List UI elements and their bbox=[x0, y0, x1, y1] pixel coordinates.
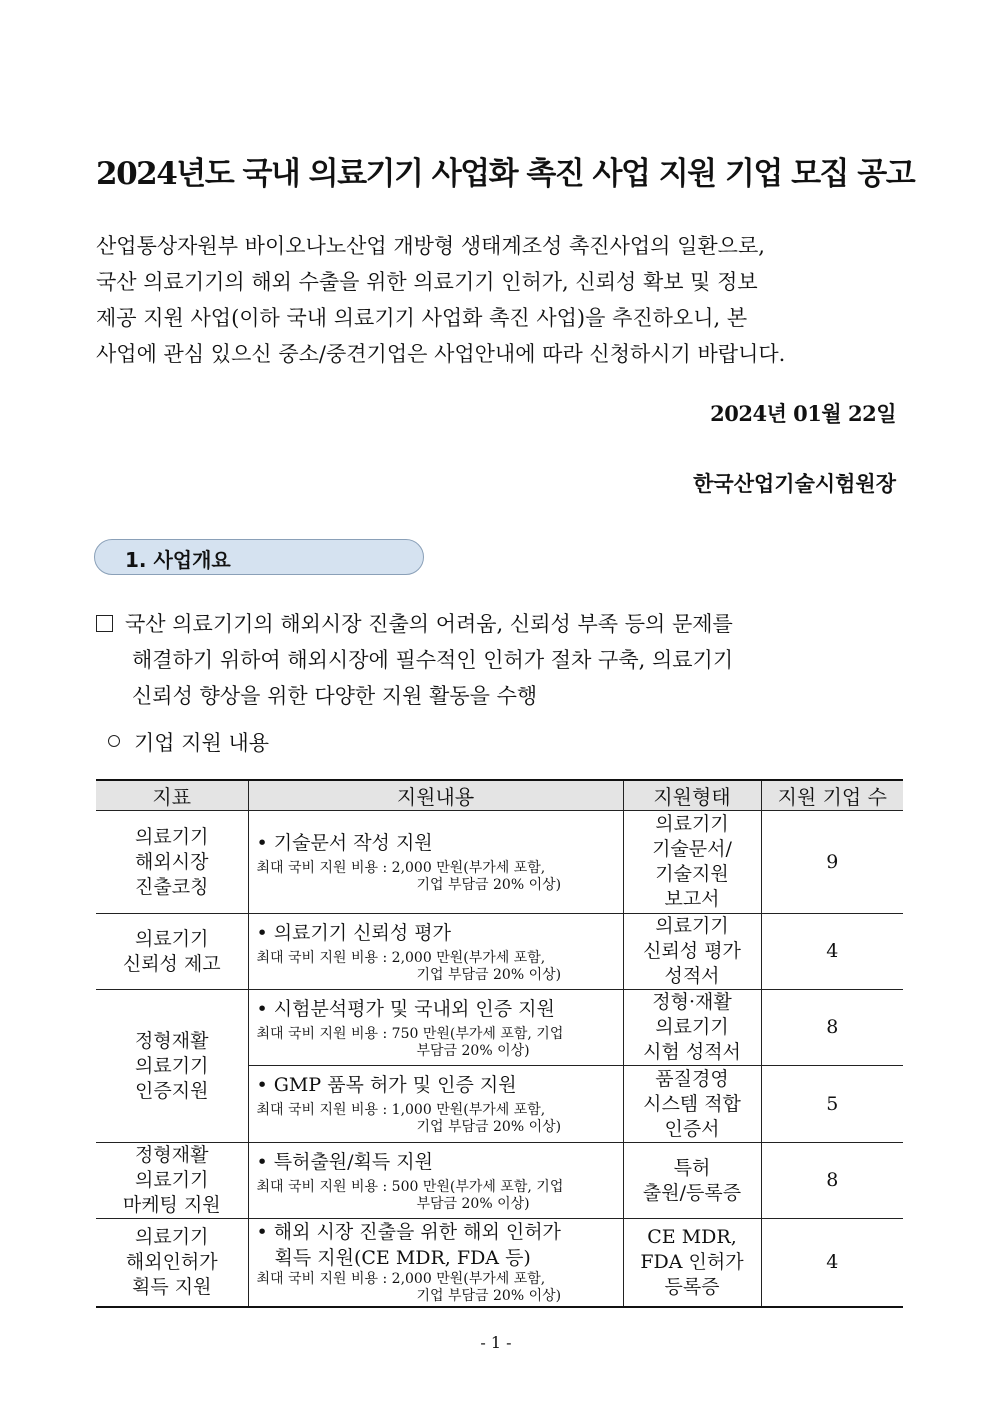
header-count: 지원 기업 수 bbox=[761, 780, 903, 811]
content-cell: • GMP 품목 허가 및 인증 지원 최대 국비 지원 비용 : 1,000 만원(부가세 포함, 기업 부담금 20% 이상) bbox=[248, 1066, 623, 1143]
indicator-cell: 정형재활 의료기기 마케팅 지원 bbox=[96, 1143, 248, 1219]
indicator-cell: 의료기기 해외인허가 획득 지원 bbox=[96, 1219, 248, 1307]
organization-name: 한국산업기술시험원장 bbox=[693, 471, 896, 496]
table-row bbox=[96, 1219, 903, 1307]
circle-bullet-icon bbox=[108, 735, 120, 747]
header-indicator: 지표 bbox=[96, 780, 248, 811]
content-cell: • 시험분석평가 및 국내외 인증 지원 최대 국비 지원 비용 : 750 만원(부가세 포함, 기업 부담금 20% 이상) bbox=[248, 990, 623, 1066]
page-title: 2024년도 국내 의료기기 사업화 촉진 사업 지원 기업 모집 공고 bbox=[96, 156, 915, 192]
form-cell: 의료기기 신뢰성 평가 성적서 bbox=[623, 914, 761, 990]
form-cell: 특허 출원/등록증 bbox=[623, 1143, 761, 1219]
form-cell: 품질경영 시스템 적합 인증서 bbox=[623, 1066, 761, 1143]
overview-line: 해결하기 위하여 해외시장에 필수적인 인허가 절차 구축, 의료기기 bbox=[132, 648, 734, 672]
count-cell: 8 bbox=[761, 990, 903, 1066]
announcement-date: 2024년 01월 22일 bbox=[710, 401, 896, 426]
overview-line: 신뢰성 향상을 위한 다양한 지원 활동을 수행 bbox=[132, 684, 538, 708]
count-cell: 5 bbox=[761, 1066, 903, 1143]
table-header-row bbox=[96, 780, 903, 811]
count-cell: 4 bbox=[761, 1219, 903, 1307]
header-content: 지원내용 bbox=[248, 780, 623, 811]
checkbox-square-icon bbox=[96, 615, 113, 632]
count-cell: 4 bbox=[761, 914, 903, 990]
indicator-cell: 의료기기 신뢰성 제고 bbox=[96, 914, 248, 990]
table-row bbox=[96, 990, 903, 1066]
content-cell: • 해외 시장 진출을 위한 해외 인허가 획득 지원(CE MDR, FDA 등) 최대 국비 지원 비용 : 2,000 만원(부가세 포함, 기업 부담금 20% 이상) bbox=[248, 1219, 623, 1307]
content-cell: • 기술문서 작성 지원 최대 국비 지원 비용 : 2,000 만원(부가세 포함, 기업 부담금 20% 이상) bbox=[248, 811, 623, 914]
form-cell: 정형·재활 의료기기 시험 성적서 bbox=[623, 990, 761, 1066]
overview-paragraph bbox=[96, 606, 896, 714]
intro-line: 국산 의료기기의 해외 수출을 위한 의료기기 인허가, 신뢰성 확보 및 정보 bbox=[96, 270, 758, 294]
count-cell: 9 bbox=[761, 811, 903, 914]
header-form: 지원형태 bbox=[623, 780, 761, 811]
section-heading bbox=[94, 539, 424, 575]
indicator-cell: 의료기기 해외시장 진출코칭 bbox=[96, 811, 248, 914]
page-number: - 1 - bbox=[480, 1333, 512, 1352]
support-table bbox=[96, 779, 903, 1308]
intro-paragraph bbox=[96, 228, 896, 372]
content-cell: • 의료기기 신뢰성 평가 최대 국비 지원 비용 : 2,000 만원(부가세 포함, 기업 부담금 20% 이상) bbox=[248, 914, 623, 990]
content-cell: • 특허출원/획득 지원 최대 국비 지원 비용 : 500 만원(부가세 포함, 기업 부담금 20% 이상) bbox=[248, 1143, 623, 1219]
intro-line: 사업에 관심 있으신 중소/중견기업은 사업안내에 따라 신청하시기 바랍니다. bbox=[96, 342, 786, 366]
table-row bbox=[96, 811, 903, 914]
table-row bbox=[96, 1143, 903, 1219]
intro-line: 산업통상자원부 바이오나노산업 개방형 생태계조성 촉진사업의 일환으로, bbox=[96, 234, 765, 258]
table-row bbox=[96, 914, 903, 990]
sub-heading-label: 기업 지원 내용 bbox=[134, 731, 270, 755]
sub-heading bbox=[108, 727, 269, 757]
count-cell: 8 bbox=[761, 1143, 903, 1219]
section-heading-label: 1. 사업개요 bbox=[125, 548, 231, 572]
form-cell: 의료기기 기술문서/ 기술지원 보고서 bbox=[623, 811, 761, 914]
overview-line: 국산 의료기기의 해외시장 진출의 어려움, 신뢰성 부족 등의 문제를 bbox=[125, 612, 733, 636]
indicator-cell: 정형재활 의료기기 인증지원 bbox=[96, 990, 248, 1143]
intro-line: 제공 지원 사업(이하 국내 의료기기 사업화 촉진 사업)을 추진하오니, 본 bbox=[96, 306, 748, 330]
form-cell: CE MDR, FDA 인허가 등록증 bbox=[623, 1219, 761, 1307]
